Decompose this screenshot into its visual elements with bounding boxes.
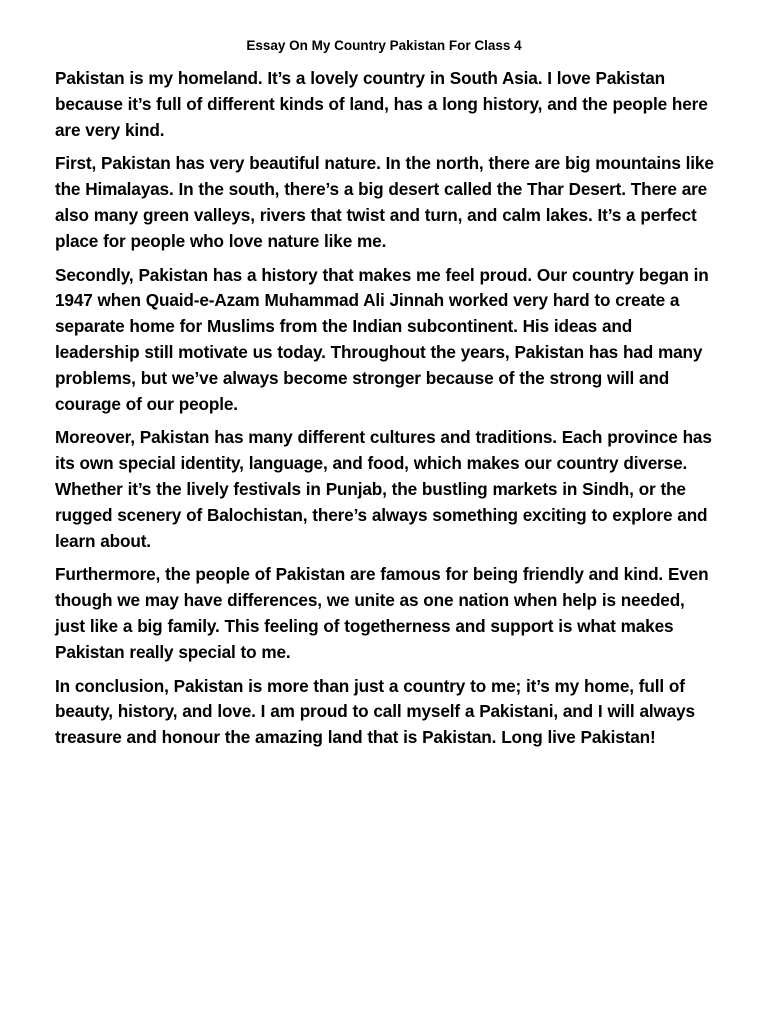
paragraph-people: Furthermore, the people of Pakistan are famous for being friendly and kind. Even though we may have differences, we unite as one nation when help is needed, just like a big family. This feeling of togetherness and support is what makes Pakistan really special to me. <box>55 564 709 662</box>
paragraph-nature: First, Pakistan has very beautiful nature. In the north, there are big mountains like the Himalayas. In the south, there’s a big desert called the Thar Desert. There are also many green valleys, rivers that twist and turn, and calm lakes. It’s a perfect place for people who love nature like me. <box>55 153 714 251</box>
paragraph-culture: Moreover, Pakistan has many different cultures and traditions. Each province has its own special identity, language, and food, which makes our country diverse. Whether it’s the lively festivals in Punjab, the bustling markets in Sindh, or the rugged scenery of Balochistan, there’s always something exciting to explore and learn about. <box>55 427 712 551</box>
document-title: Essay On My Country Pakistan For Class 4 <box>246 38 522 53</box>
paragraph-history: Secondly, Pakistan has a history that makes me feel proud. Our country began in 1947 when Quaid-e-Azam Muhammad Ali Jinnah worked very hard to create a separate home for Muslims from the Indian subcontinent. His ideas and leadership still motivate us today. Throughout the years, Pakistan has had many problems, but we’ve always become stronger because of the strong will and courage of our people. <box>55 264 709 414</box>
essay-body <box>55 66 715 759</box>
paragraph-introduction: Pakistan is my homeland. It’s a lovely country in South Asia. I love Pakistan because it’s full of different kinds of land, has a long history, and the people here are very kind. <box>55 68 708 140</box>
paragraph-conclusion: In conclusion, Pakistan is more than just a country to me; it’s my home, full of beauty, history, and love. I am proud to call myself a Pakistani, and I will always treasure and honour the amazing land that is Pakistan. Long live Pakistan! <box>55 675 695 748</box>
